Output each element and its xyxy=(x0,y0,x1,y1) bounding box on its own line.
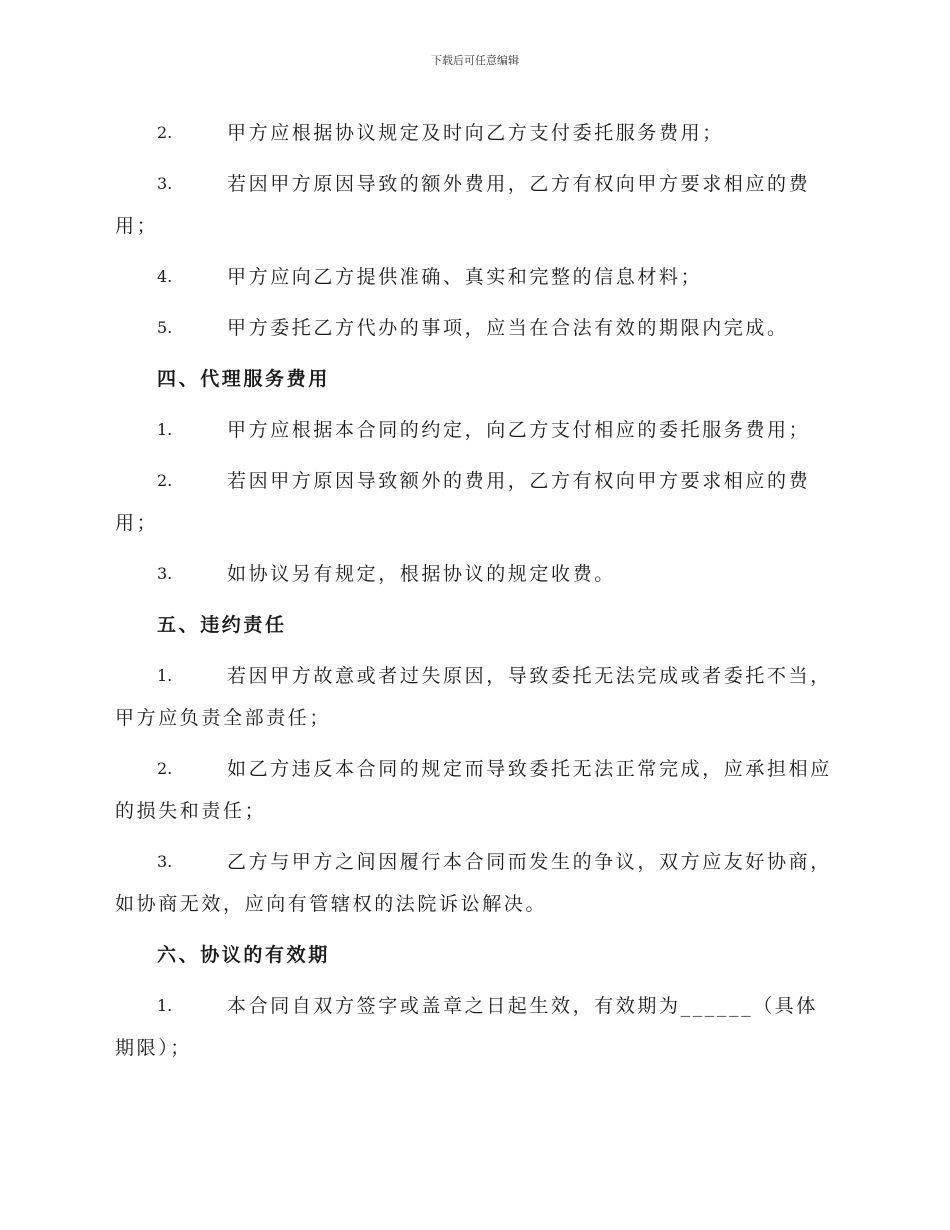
clause-text: 本合同自双方签字或盖章之日起生效，有效期为______（具体期限）； xyxy=(115,995,819,1059)
clause-text: 乙方与甲方之间因履行本合同而发生的争议，双方应友好协商，如协商无效，应向有管辖权的法院诉讼解决。 xyxy=(115,851,832,915)
clause-text: 若因甲方原因导致额外的费用，乙方有权向甲方要求相应的费用； xyxy=(115,470,811,534)
clause-text: 甲方应根据协议规定及时向乙方支付委托服务费用； xyxy=(227,122,724,144)
clause-number: 5. xyxy=(157,318,173,337)
clause-paragraph xyxy=(115,112,835,154)
section-heading-validity-period: 六、协议的有效期 xyxy=(157,944,330,966)
clause-number: 3. xyxy=(157,564,173,583)
page-header-note: 下载后可任意编辑 xyxy=(431,54,519,67)
clause-paragraph xyxy=(115,460,835,544)
clause-text: 如乙方违反本合同的规定而导致委托无法正常完成，应承担相应的损失和责任； xyxy=(115,758,832,822)
clause-text: 甲方应根据本合同的约定，向乙方支付相应的委托服务费用； xyxy=(227,419,811,441)
clause-number: 2. xyxy=(157,471,173,490)
section-heading-service-fees: 四、代理服务费用 xyxy=(157,368,330,390)
clause-paragraph xyxy=(115,409,835,451)
document-body xyxy=(115,112,835,1078)
clause-paragraph xyxy=(115,307,835,349)
clause-text: 甲方应向乙方提供准确、真实和完整的信息材料； xyxy=(227,266,703,288)
clause-paragraph xyxy=(115,163,835,247)
clause-paragraph xyxy=(115,553,835,595)
clause-number: 1. xyxy=(157,996,173,1015)
clause-number: 3. xyxy=(157,174,173,193)
clause-paragraph xyxy=(115,655,835,739)
clause-number: 1. xyxy=(157,666,173,685)
clause-number: 2. xyxy=(157,123,173,142)
clause-number: 1. xyxy=(157,420,173,439)
clause-text: 若因甲方原因导致的额外费用，乙方有权向甲方要求相应的费用； xyxy=(115,173,811,237)
clause-paragraph xyxy=(115,256,835,298)
clause-paragraph xyxy=(115,748,835,832)
clause-paragraph xyxy=(115,841,835,925)
clause-number: 2. xyxy=(157,759,173,778)
clause-number: 3. xyxy=(157,852,173,871)
section-heading-breach-liability: 五、违约责任 xyxy=(157,614,287,636)
clause-text: 若因甲方故意或者过失原因，导致委托无法完成或者委托不当，甲方应负责全部责任； xyxy=(115,665,832,729)
clause-number: 4. xyxy=(157,267,173,286)
clause-text: 如协议另有规定，根据协议的规定收费。 xyxy=(227,563,616,585)
clause-text: 甲方委托乙方代办的事项，应当在合法有效的期限内完成。 xyxy=(227,317,789,339)
clause-paragraph xyxy=(115,985,835,1069)
